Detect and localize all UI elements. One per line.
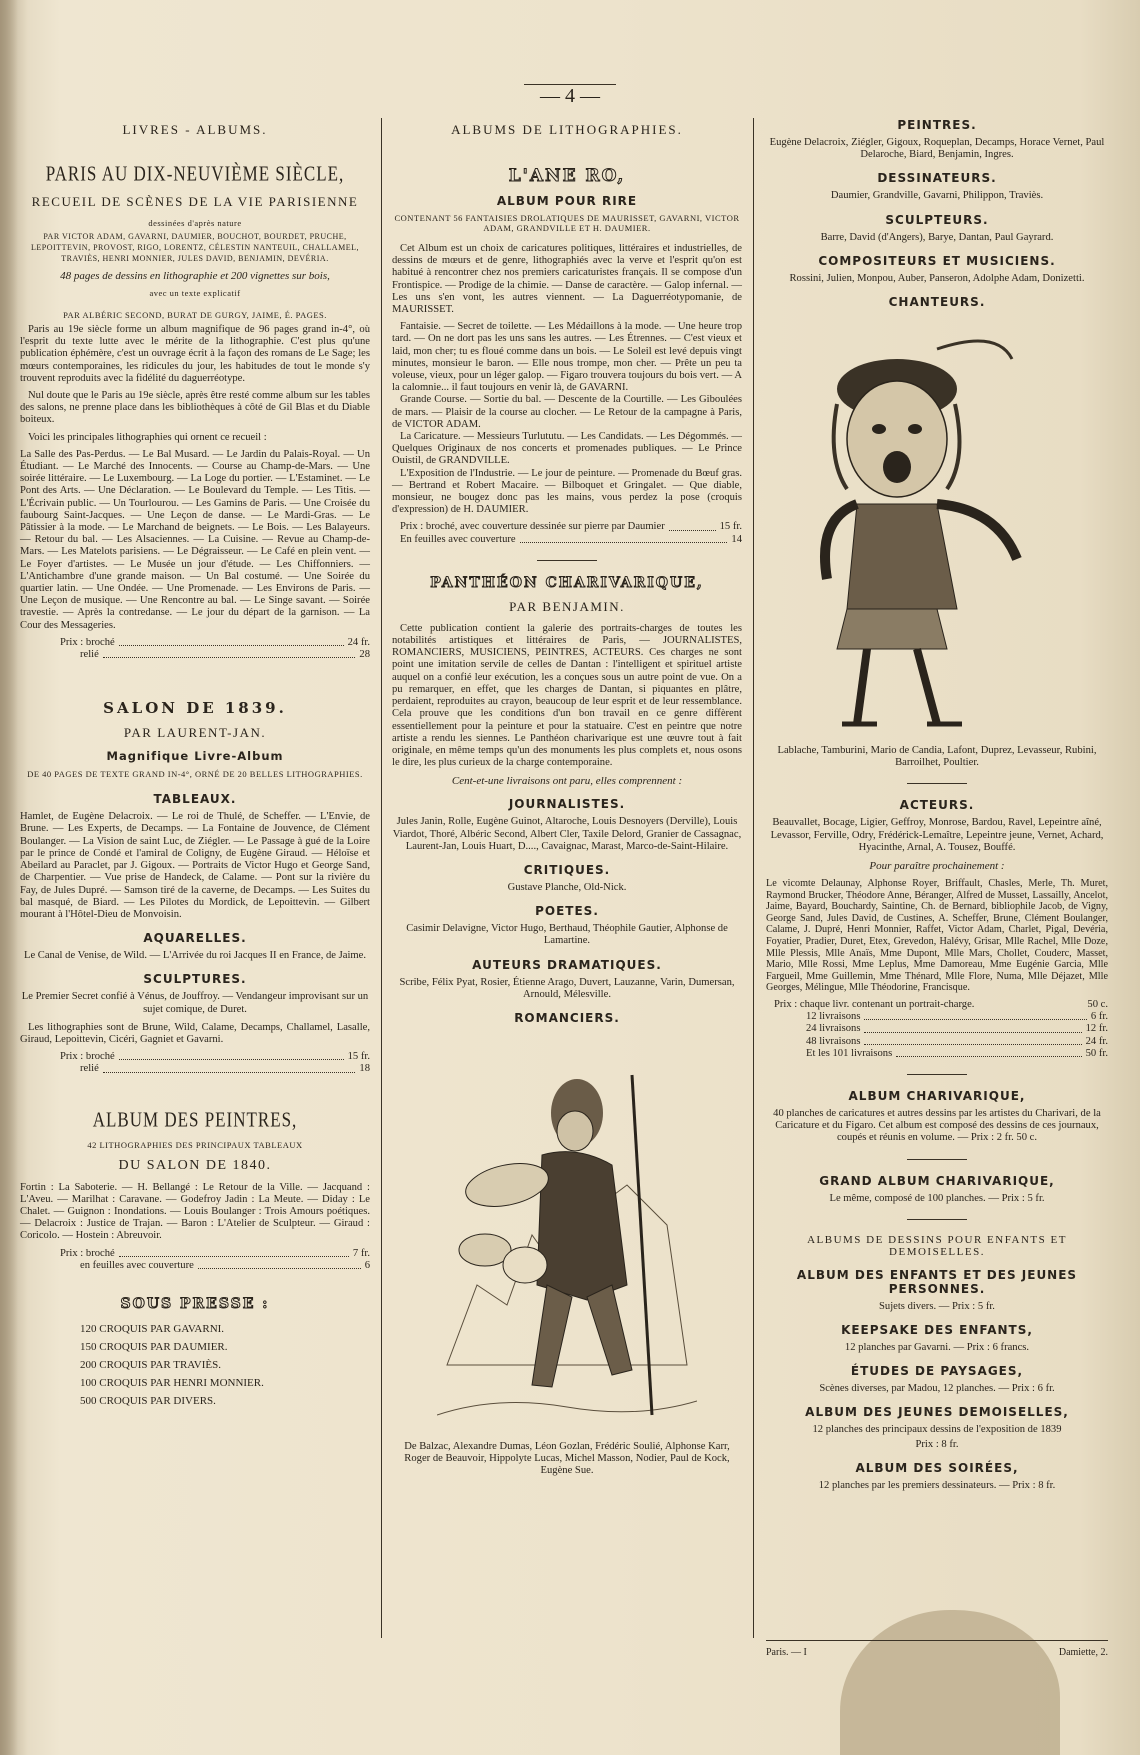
sous-presse-heading: SOUS PRESSE : [120, 1295, 270, 1312]
poetes-text: Casimir Delavigne, Victor Hugo, Berthaud, Théophile Gautier, Alphonse de Lamartine. [406, 923, 728, 947]
tableaux-text: Hamlet, de Eugène Delacroix. — Le roi de Thulé, de Scheffer. — L'Envie, de Brune. — Les Experts, de Decamps. — La Fontaine de Jouvence, de Clément Boulanger. — La Vision de saint Luc, de Ziégler. — Le Passage à gué de la Loire par le prince de Condé et l'amiral de Coligny, de Eugène Giraud. — Héloïse et Abeilard au Paraclet, par J. Gigoux. — Portraits de Victor Hugo et George Sand, de Charpentier. — Vue prise de Handeck, de Calame. — Pont sur la rivière du Fay, de Jules Dupré. — Samson tiré de la caverne, de Decamps. — Les Suites du bal masqué, de Biard. — Les Pilotes du Mordick, de Lepoittevin. — Gilbert mourant à l'Hôtel-Dieu de Monvoisin. [20, 811, 370, 920]
sculpteurs-text: Barre, David (d'Angers), Barye, Dantan, Paul Gayrard. [820, 231, 1054, 243]
caricature-singer-illustration [787, 319, 1087, 739]
paris-lithographies: La Salle des Pas-Perdus. — Le Bal Musard. — Le Jardin du Palais-Royal. — Un Étudiant. — Le Marché des Innocents. — Course au Champ-de-Mars. — Une soirée littéraire. — Le Luxembourg. — La Loge du portier. — L'Estaminet. — Le Pont des Arts. — Une Déclaration. — Le Boulevard du Temple. — Les Titis. — L'Écrivain public. — Un Tourlourou. — Les Gamins de Paris. — Une Croisée du faubourg Saint-Jacques. — Une Leçon de danse. — Le Mardi-Gras. — Le Pâtissier à la mode. — Le Marchand de beignets. — Le Bois. — Les Balayeurs. — Retour du bal. — Les Alsaciennes. — La Cuisine. — Revue au Champ-de-Mars. — Les Matelots parisiens. — Le Dégraisseur. — Le Café en plein vent. — Le Foyer d'artistes. — Le Musée un jour d'étude. — Les Chiffonniers. — L'Antichambre d'une grande maison. — Un Bal costumé. — Une Soirée du quartier latin. — Une Ondée. — Une Promenade. — Les Environs de Paris. — Une Leçon de musique. — Une Rencontre au bal. — Le Singe savant. — Soirée travestie. — Après la contredanse. — Le jour du départ de la garnison. — La Cour des Messageries. [20, 448, 370, 631]
spine-shadow [0, 0, 18, 1755]
price-row: Prix : broché 15 fr. [60, 1051, 370, 1063]
salon-description: DE 40 PAGES DE TEXTE GRAND IN-4°, ORNÉ DE 20 BELLES LITHOGRAPHIES. [27, 769, 363, 780]
dessinateurs-heading: DESSINATEURS. [877, 171, 997, 186]
album-charivarique-heading: ALBUM CHARIVARIQUE, [848, 1088, 1026, 1103]
demoiselles-heading: ALBUM DES JEUNES DEMOISELLES, [805, 1405, 1069, 1420]
divider [537, 560, 597, 561]
sculpteurs-heading: SCULPTEURS. [885, 212, 989, 227]
price-row: Et les 101 livraisons 50 fr. [806, 1047, 1108, 1059]
price-row: 12 livraisons 6 fr. [806, 1011, 1108, 1023]
paris-paragraph-3: Voici les principales lithographies qui ornent ce recueil : [28, 431, 267, 443]
album-peintres-sub: 42 LITHOGRAPHIES DES PRINCIPAUX TABLEAUX [87, 1139, 303, 1150]
paris-pages: 48 pages de dessins en lithographie et 200 vignettes sur bois, [60, 270, 330, 282]
ane-paragraph-3: Grande Course. — Sortie du bal. — Descente de la Courtille. — Les Giboulées de mars. — Plaisir de la course au clocher. — Le Retour de la campagne à Paris, de VICTOR ADAM. [392, 394, 742, 430]
footer-left: Paris. — I [766, 1647, 807, 1658]
paraitre-text: Le vicomte Delaunay, Alphonse Royer, Briffault, Chasles, Merle, Th. Muret, Raymond Brucker, Théodore Anne, Béranger, Alfred de Musset, Lassailly, Ancelot, Jaime, Bayard, Bouchardy, Saintine, Ch. de Bernard, bibliophile Jacob, de Vigny, George Sand, Jules David, de Custines, A. Scheffer, Brune, Clément Boulanger, Calame, J. Dupré, Henri Monnier, Raffet, Victor Adam, Charlet, Pigal, Devéria, Foyatier, Pradier, Duret, Etex, Grevedon, Halévy, Grisar, Mlle Rachel, Mlle Doze, Mlle Plessis, Mlle Anaïs, Mme Dupont, Mlle Mars, Chollet, Couderc, Masset, Mario, Mlle Rossi, Mme Leplus, Mme Damoreau, Mme Eugénie Garcia, Mlle Fargueil, Mme Guillemin, Mme Thénard, Mlle Flore, Numa, Mlle Déjazet, Mlle Georges, Mélingue, Mlle Théodorine, Francisque. [766, 878, 1108, 994]
column-rule-right [753, 118, 754, 1638]
salon-livre-album: Magnifique Livre-Album [106, 749, 284, 764]
keepsake-text: 12 planches par Gavarni. — Prix : 6 francs. [844, 1342, 1030, 1353]
caricature-traveller-illustration [437, 1035, 697, 1435]
peintres-heading: PEINTRES. [897, 118, 977, 132]
tableaux-heading: TABLEAUX. [153, 792, 237, 807]
journalistes-text: Jules Janin, Rolle, Eugène Guinot, Altaroche, Louis Desnoyers (Derville), Louis Viardot, Thoré, Albéric Second, Albert Cler, Taxile Delord, Granier de Cassagnac, Laurent-Jan, Louis Huart, D...., Cavaignac, Marast, Marco-de-Saint-Hilaire. [392, 816, 742, 852]
page-number: — 4 — [0, 84, 1140, 108]
poetes-heading: POETES. [535, 904, 599, 919]
ane-paragraph-4: La Caricature. — Messieurs Turlututu. — Les Candidats. — Les Dégommés. — Quelques Originaux de nos concerts et promenades publiques. — Le Prince Ouistil, de GRANDVILLE. [392, 431, 742, 467]
paris-authors: PAR ALBÉRIC SECOND, BURAT DE GURGY, JAIME, É. PAGES. [63, 310, 327, 320]
sculptures-heading: SCULPTURES. [143, 972, 247, 987]
critiques-text: Gustave Planche, Old-Nick. [507, 881, 627, 893]
demoiselles-price: Prix : 8 fr. [915, 1438, 959, 1450]
critiques-heading: CRITIQUES. [523, 862, 611, 877]
enfants-text: Sujets divers. — Prix : 5 fr. [879, 1300, 995, 1312]
romanciers-text: De Balzac, Alexandre Dumas, Léon Gozlan, Frédéric Soulié, Alphonse Karr, Roger de Beauvoir, Hippolyte Lucas, Michel Masson, Nodier, Paul de Kock, Eugène Sue. [404, 1440, 730, 1477]
ane-paragraph-5: L'Exposition de l'Industrie. — Le jour de peinture. — Promenade du Bœuf gras. — Bertrand et Robert Macaire. — Bilboquet et Gringalet. — Que diable, monsieur, ne bougez donc pas les mains, vous perdez la pose (croquis d'expression) de H. DAUMIER. [392, 467, 742, 516]
lithographies-text: Les lithographies sont de Brune, Wild, Calame, Decamps, Challamel, Lasalle, Giraud, Lepoittevin, Cicéri, Gagniet et Gavarni. [20, 1021, 370, 1045]
list-item: 100 CROQUIS PAR HENRI MONNIER. [80, 1376, 264, 1389]
column-pantheon-suite [766, 118, 1108, 1498]
album-peintres-title: ALBUM DES PEINTRES, [92, 1107, 298, 1131]
ane-paragraph-1: Cet Album est un choix de caricatures politiques, littéraires et industrielles, de dessins de mœurs et de genre, lithographiés avec la verve et l'esprit qu'on est habitué à rencontrer chez nos premiers caricaturistes français. Il se compose d'un Frontispice. — Prodige de la chimie. — Danse de caractère. — Galop infernal. — Les uns s'en vont, les autres viennent. — La Daguerréotypomanie, de MAURISSET. [392, 243, 742, 316]
pantheon-author: PAR BENJAMIN. [509, 598, 625, 614]
paris-paragraph-2: Nul doute que le Paris au 19e siècle, après être resté comme album sur les tables des salons, ne prenne place dans les bibliothèques à côté de Gil Blas et du Diable boiteux. [20, 390, 370, 426]
list-item: 500 CROQUIS PAR DIVERS. [80, 1394, 216, 1407]
salon-1840: DU SALON DE 1840. [118, 1157, 272, 1173]
enfants-heading: ALBUM DES ENFANTS ET DES JEUNES PERSONNES. [796, 1267, 1078, 1296]
price-row: Prix : chaque livr. contenant un portrait-charge. 50 c. [774, 998, 1108, 1010]
romanciers-heading: ROMANCIERS. [514, 1010, 620, 1025]
auteurs-text: Scribe, Félix Pyat, Rosier, Étienne Arago, Duvert, Lauzanne, Varin, Dumersan, Arnould, Mélesville. [399, 976, 735, 1000]
aquarelles-heading: AQUARELLES. [143, 931, 247, 946]
acteurs-text: Beauvallet, Bocage, Ligier, Geffroy, Monrose, Bardou, Ravel, Lepeintre aîné, Levassor, Ferville, Odry, Frédérick-Lemaître, Lepeintre jeune, Vernet, Achard, Hyacinthe, Arnal, A. Tousez, Bouffé. [770, 817, 1104, 853]
column-livres-albums [20, 118, 370, 1410]
journalistes-heading: JOURNALISTES. [508, 797, 626, 812]
acteurs-heading: ACTEURS. [899, 798, 975, 813]
divider [907, 1074, 967, 1075]
divider [907, 1219, 967, 1220]
grand-album-text: Le même, composé de 100 planches. — Prix : 5 fr. [829, 1192, 1045, 1204]
price-row: Prix : broché, avec couverture dessinée sur pierre par Daumier 15 fr. [400, 521, 742, 533]
croquis-list [80, 1320, 370, 1410]
paris-paragraph-1: Paris au 19e siècle forme un album magnifique de 96 pages grand in-4°, où l'esprit du texte lutte avec le mérite de la lithographie. C'est plus qu'une publication éphémère, c'est un ouvrage écrit à la façon des romans de Le Sage; les mœurs contemporaines, les ridicules du jour, les habitudes de tout le monde s'y trouvent reproduits avec la fidélité du daguerréotype. [20, 324, 370, 384]
price-row: relié 28 [80, 649, 370, 661]
ane-paragraph-2: Fantaisie. — Secret de toilette. — Les Médaillons à la mode. — Une heure trop tard. — On ne dort pas les uns sans les autres. — Les Étrennes. — C'est vieux et laid, mon cher; tu es floué comme dans un bois. — Le Soleil est levé depuis vingt minutes, monsieur le baron. — Elle nous trompe, mon cher. — Prête un peu ta voleuse, vieux, pour un léger galop. — Figaro trouvera toujours du bois vert. — A la calomnie... il faut toujours en venir là, de GAVARNI. [392, 321, 742, 394]
auteurs-heading: AUTEURS DRAMATIQUES. [472, 957, 662, 972]
list-item: 120 CROQUIS PAR GAVARNI. [80, 1322, 225, 1335]
album-charivarique-text: 40 planches de caricatures et autres dessins par les artistes du Charivari, de la Caricature et du Figaro. Cet album est composé des dessins de ces journaux, coupés et réunis en volume. — Prix : 2 fr. 50 c. [773, 1107, 1101, 1144]
column-albums-lithographies [392, 118, 742, 1484]
section-heading: LIVRES - ALBUMS. [122, 122, 268, 137]
paris-dessinees: dessinées d'après nature [148, 218, 242, 228]
dessinateurs-text: Daumier, Grandville, Gavarni, Philippon, Traviès. [830, 190, 1044, 202]
aquarelles-text: Le Canal de Venise, de Wild. — L'Arrivée du roi Jacques II en France, de Jaime. [23, 950, 367, 962]
sculptures-text: Le Premier Secret confié à Vénus, de Jouffroy. — Vendangeur improvisant sur un sujet comique, de Duret. [21, 991, 369, 1015]
salon-author: PAR LAURENT-JAN. [123, 725, 267, 741]
chanteurs-text: Lablache, Tamburini, Mario de Candia, Lafont, Duprez, Levasseur, Rubini, Barroilhet, Poultier. [777, 745, 1097, 769]
paris-subtitle: RECUEIL DE SCÈNES DE LA VIE PARISIENNE [31, 194, 359, 209]
etudes-heading: ÉTUDES DE PAYSAGES, [850, 1364, 1024, 1379]
soirees-heading: ALBUM DES SOIRÉES, [855, 1460, 1019, 1475]
column-rule-left [381, 118, 382, 1638]
price-row: 24 livraisons 12 fr. [806, 1023, 1108, 1035]
paris-artists: PAR VICTOR ADAM, GAVARNI, DAUMIER, BOUCHOT, BOURDET, PRUCHE, LEPOITTEVIN, PROVOST, RIGO, LORENTZ, CÉLESTIN NANTEUIL, CHALLAMEL, TRAVIÈS, HENRI MONNIER, JULES DAVID, BENJAMIN, DEVÉRIA. [31, 232, 359, 263]
compositeurs-heading: COMPOSITEURS ET MUSICIENS. [818, 253, 1056, 268]
price-row: en feuilles avec couverture 6 [80, 1259, 370, 1271]
list-item: 150 CROQUIS PAR DAUMIER. [80, 1340, 228, 1353]
peintres-text: Eugène Delacroix, Ziégler, Gigoux, Roqueplan, Decamps, Horace Vernet, Paul Delaroche, Biard, Benjamin, Ingres. [769, 137, 1105, 161]
cent-un: Cent-et-une livraisons ont paru, elles comprennent : [451, 775, 683, 788]
divider [907, 1159, 967, 1160]
ane-title: L'ANE RO, [508, 166, 626, 186]
ane-contenant: CONTENANT 56 FANTAISIES DROLATIQUES DE MAURISSET, GAVARNI, VICTOR ADAM, GRANDVILLE ET H. DAUMIER. [394, 213, 740, 233]
section-heading: ALBUMS DE LITHOGRAPHIES. [451, 122, 683, 137]
list-item: 200 CROQUIS PAR TRAVIÈS. [80, 1358, 222, 1371]
price-row: 48 livraisons 24 fr. [806, 1035, 1108, 1047]
price-row: Prix : broché 7 fr. [60, 1247, 370, 1259]
chanteurs-heading: CHANTEURS. [888, 295, 986, 310]
pantheon-title: PANTHÉON CHARIVARIQUE, [430, 574, 704, 591]
salon-1839-title: SALON DE 1839. [103, 699, 287, 718]
etudes-text: Scènes diverses, par Madou, 12 planches. — Prix : 6 fr. [819, 1383, 1055, 1395]
paris-texte: avec un texte explicatif [149, 288, 241, 298]
footer-imprint [766, 1640, 1108, 1658]
grand-album-heading: GRAND ALBUM CHARIVARIQUE, [819, 1173, 1055, 1188]
compositeurs-text: Rossini, Julien, Monpou, Auber, Panseron, Adolphe Adam, Donizetti. [789, 272, 1085, 284]
album-peintres-text: Fortin : La Saboterie. — H. Bellangé : Le Retour de la Ville. — Jacquand : L'Aveu. — Marilhat : Caravane. — Godefroy Jadin : La Meute. — Diday : Le Chalet. — Guignon : Inondations. — Louis Boulanger : Trois Amours poétiques. — Delacroix : Justice de Trajan. — Baron : L'Atelier de Sculpteur. — Giraud : Coricolo. — Hostein : Abreuvoir. [20, 1181, 370, 1242]
keepsake-heading: KEEPSAKE DES ENFANTS, [841, 1323, 1033, 1337]
pantheon-text: Cette publication contient la galerie des portraits-charges de toutes les notabilités artistiques et littéraires de Paris, — JOURNALISTES, ROMANCIERS, MUSICIENS, PEINTRES, ACTEURS. Ces charges ne sont point une imitation servile de celles de Dantan : l'intelligent et spirituel artiste auquel on a confié leur exécution, les a conçues sous un autre point de vue. On a pu remarquer, en effet, que les charges de Dantan, si piquantes en plâtre, perdaient, reproduites au crayon, beaucoup de leur esprit et de leur ressemblance. Cela prouve que les conditions d'un bon travail en ce genre diffèrent essentiellement pour la peinture et pour la statuaire. C'est en peintre que notre artiste a rendu les siennes. Le Panthéon charivarique est une œuvre tout à fait originale, en même temps qu'un des monuments les plus complets et, nous osons le dire, les plus curieux de la charge contemporaine. [392, 622, 742, 769]
soirees-text: 12 planches par les premiers dessinateurs. — Prix : 8 fr. [818, 1479, 1056, 1491]
paraitre-heading: Pour paraître prochainement : [869, 860, 1005, 873]
enfants-section-heading: ALBUMS DE DESSINS POUR ENFANTS ET DEMOISELLES. [807, 1233, 1067, 1258]
divider [907, 783, 967, 784]
price-row: En feuilles avec couverture 14 [400, 533, 742, 545]
footer-right: Damiette, 2. [1058, 1647, 1108, 1658]
paris-title: PARIS AU DIX-NEUVIÈME SIÈCLE, [45, 161, 345, 186]
price-row: relié 18 [80, 1063, 370, 1075]
price-row: Prix : broché 24 fr. [60, 636, 370, 648]
album-pour-rire: ALBUM POUR RIRE [496, 194, 638, 208]
demoiselles-text: 12 planches des principaux dessins de l'exposition de 1839 [812, 1424, 1062, 1436]
